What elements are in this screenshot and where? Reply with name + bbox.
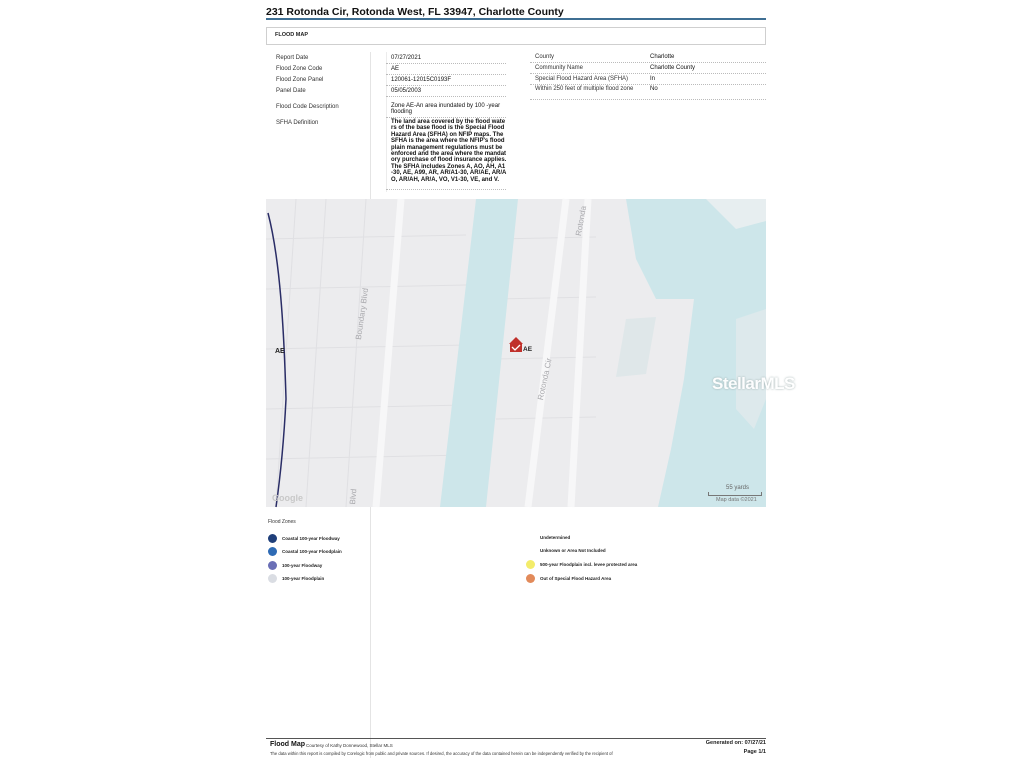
legend-dot-out-of-sfha [526,574,535,583]
legend-dot-500-year [526,560,535,569]
footer-courtesy: Courtesy of Kathy Donnewood, Stellar MLS [306,743,393,748]
row-rule [386,63,506,65]
row-rule [530,73,766,75]
zone-label-marker: AE [523,346,533,353]
legend-dot-coastal-floodplain [268,547,277,556]
map-graphic [266,199,766,507]
row-rule [386,189,506,191]
map-scale-bar [708,492,762,496]
legend-floodplain: 100-year Floodplain [282,576,325,581]
map-scale-label: 55 yards [726,485,750,491]
legend-out-of-sfha: Out of Special Flood Hazard Area [540,576,612,581]
flood-zone-boundary [268,213,286,507]
legend-dot-floodplain [268,574,277,583]
legend-dot-coastal-floodway [268,534,277,543]
within-250-feet-label: Within 250 feet of multiple flood zone [535,86,634,92]
street-rotonda-cir: Rotonda Cir [536,357,554,401]
sfha-definition-value: The land area covered by the flood waters of the base flood is the Special Flood Hazard Area (SFHA) on NFIP maps. The SFHA is the area where the NFIP's floodplain management regulations must be enforced and the area where the mandatory purchase of flood insurance applies. The SFHA includes Zones A, AO, AH, A1-30, AE, A99, AR, AR/A1-30, AR/AE, AR/AO, AR/AH, AR/A, VO, V1-30, VE, and V. [391,119,507,183]
footer-divider [266,738,766,739]
community-name-value: Charlotte County [650,65,696,71]
property-address-title: 231 Rotonda Cir, Rotonda West, FL 33947, Charlotte County [266,6,564,18]
value-divider-line [386,52,387,192]
sfha-value: In [650,76,656,82]
flood-code-description-value: Zone AE-An area inundated by 100 -year flooding [391,103,501,116]
row-rule [386,74,506,76]
section-header [266,27,766,45]
legend-title: Flood Zones [268,519,296,525]
flood-zone-panel-value: 120061-12015C0193F [391,77,452,83]
legend-dot-floodway [268,561,277,570]
title-divider [266,18,766,20]
map-data-credit: Map data ©2021 [716,497,757,503]
footer-title: Flood Map [270,741,305,748]
google-logo: Google [272,493,303,503]
panel-date-value: 05/05/2003 [391,88,422,94]
legend-coastal-floodway: Coastal 100-year Floodway [282,536,340,541]
legend-floodway: 100-year Floodway [282,563,323,568]
row-rule [530,99,766,101]
report-date-value: 07/27/2021 [391,55,422,61]
canal [440,199,518,507]
row-rule [386,96,506,98]
flood-zone-code-value: AE [391,66,400,72]
stellar-mls-watermark: StellarMLS [712,374,795,393]
street-rotonda: Rotonda [574,205,589,237]
footer-page-number: Page 1/1 [743,749,766,755]
legend-unknown: Unknown or Area Not Included [540,548,606,553]
section-label: FLOOD MAP [275,32,308,38]
legend-undetermined: Undetermined [540,535,571,540]
footer-disclaimer: The data within this report is compiled by Corelogic from public and private sources. If desired, the accuracy of the data contained herein can be independently verified by the recipient of [270,751,613,756]
row-rule [530,62,766,64]
sfha-label: Special Flood Hazard Area (SFHA) [535,76,629,82]
flood-map[interactable] [266,199,795,507]
property-marker [509,337,523,352]
sfha-definition-label: SFHA Definition [276,120,319,126]
flood-map-report [266,0,795,768]
within-250-feet-value: No [650,86,658,92]
county-label: County [535,54,555,60]
flood-zone-panel-label: Flood Zone Panel [276,77,324,83]
report-date-label: Report Date [276,55,309,61]
zone-label-left: AE [275,348,285,355]
flood-zone-code-label: Flood Zone Code [276,66,323,72]
legend-500-year: 500-year Floodplain incl. levee protected area [540,562,638,567]
street-boundary-blvd: Boundary Blvd [354,287,371,341]
panel-date-label: Panel Date [276,88,306,94]
community-name-label: Community Name [535,65,584,71]
county-value: Charlotte [650,54,675,60]
shoal [616,317,656,377]
row-rule [386,85,506,87]
legend-coastal-floodplain: Coastal 100-year Floodplain [282,549,342,554]
footer-generated: Generated on: 07/27/21 [705,740,766,746]
flood-code-description-label: Flood Code Description [276,104,339,110]
street-blvd: Blvd [348,488,359,505]
